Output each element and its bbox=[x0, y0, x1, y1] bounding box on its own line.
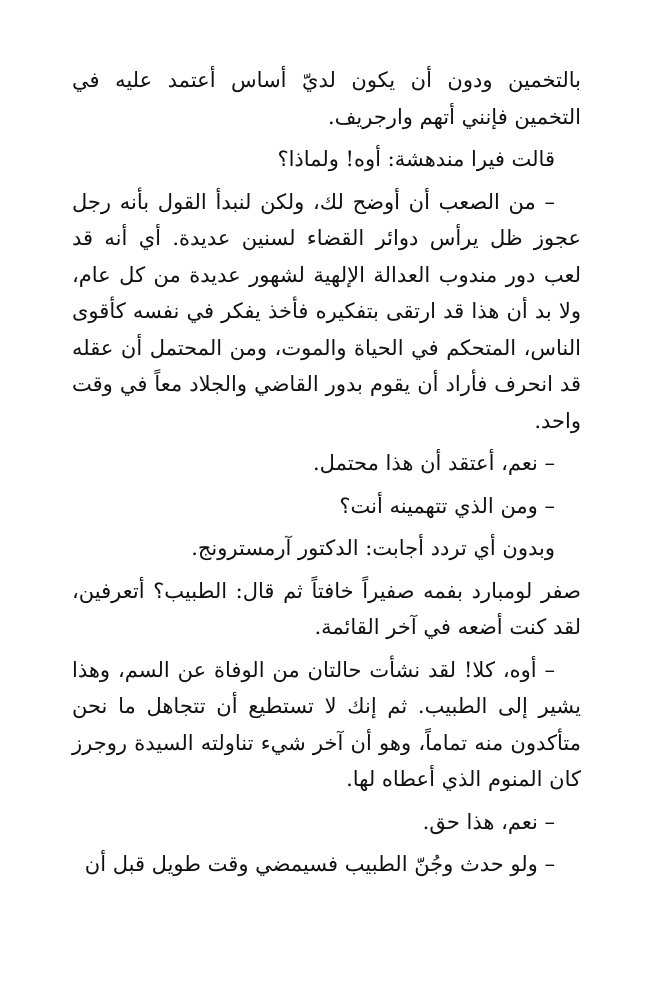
paragraph-true: – نعم، هذا حق. bbox=[422, 809, 555, 834]
paragraph-armstrong-answer: وبدون أي تردد أجابت: الدكتور آرمسترونج. bbox=[191, 536, 555, 560]
paragraph-judge-explanation: – من الصعب أن أوضح لك، ولكن لنبدأ القول بأنه رجل عجوز ظل يرأس دوائر القضاء لسنين عديدة. أي أنه قد لعب دور مندوب العدالة الإلهية لشهور عديدة من كل عام، ولا بد أن هذا قد ارتقى بتفكيره فأخذ يفكر في نفسه كأقوى الناس، المتحكم في الحياة والموت، ومن المحتمل أن عقله قد انحرف فأراد أن يقوم بدور القاضي والجلاد معاً في وقت واحد. bbox=[72, 189, 581, 433]
paragraph-vera-surprised: قالت فيرا مندهشة: أوه! ولماذا؟ bbox=[277, 147, 555, 171]
paragraph-poison-doctor: – أوه، كلا! لقد نشأت حالتان من الوفاة عن السم، وهذا يشير إلى الطبيب. ثم إنك لا تستطيع أن تتجاهل ما نحن متأكدون منه تماماً، وهو أن آخر شيء تناولته السيدة روجرز كان المنوم الذي أعطاه لها. bbox=[72, 657, 581, 791]
paragraph-who-accuse: – ومن الذي تتهمينه أنت؟ bbox=[339, 493, 555, 518]
paragraph-agree-possible: – نعم، أعتقد أن هذا محتمل. bbox=[312, 451, 555, 475]
paragraph-doctor-mad: – ولو حدث وجُنّ الطبيب فسيمضي وقت طويل قبل أن bbox=[84, 852, 555, 876]
paragraph-guess-wargrave: بالتخمين ودون أن يكون لديّ أساس أعتمد عليه في التخمين فإنني أتهم وارجريف. bbox=[72, 68, 581, 129]
paragraph-lombard-whistle: صفر لومبارد بفمه صفيراً خافتاً ثم قال: الطبيب؟ أتعرفين، لقد كنت أضعه في آخر القائمة. bbox=[72, 578, 581, 639]
